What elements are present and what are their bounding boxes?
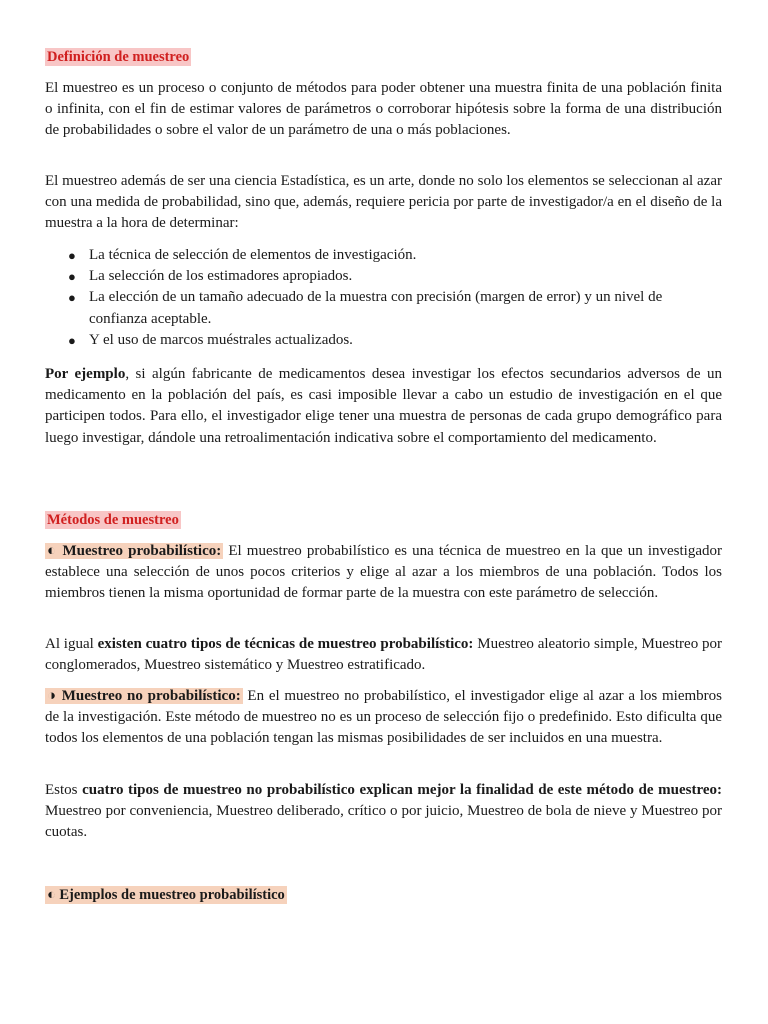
paragraph-no-probabilistico: ◑ Muestreo no probabilístico: En el muestreo no probabilístico, el investigador elige al azar a los miembros de la investigación. Este método de muestreo no es un proceso de selección fijo o predefinido. Esto dificulta que todos los elementos de una población tengan las mismas posibilidades de ser incluidos en una muestra. [45, 688, 722, 747]
list-item: ● La selección de los estimadores apropiados. [89, 266, 722, 287]
paragraph-tipos-probabilistico: Al igual existen cuatro tipos de técnicas de muestreo probabilístico: Muestreo aleatorio simple, Muestreo por conglomerados, Muestreo sistemático y Muestreo estratificado. [45, 636, 723, 674]
paragraph-definicion: El muestreo es un proceso o conjunto de métodos para poder obtener una muestra finita de una población finita o infinita, con el fin de estimar valores de parámetros o corroborar hipótesis sobre la forma de una distribución de probabilidades o sobre el valor de un parámetro de una o más poblaciones. [45, 80, 722, 139]
paragraph-probabilistico: ◐ Muestreo probabilístico: El muestreo probabilístico es una técnica de muestreo en la que un investigador establece una selección de unos pocos criterios y elige al azar a los miembros de una población. Todos los miembros tienen la misma oportunidad de formar parte de la muestra con este parámetro de selección. [45, 543, 722, 602]
bullet-icon: ● [68, 290, 76, 306]
bullet-icon: ● [68, 248, 76, 263]
section-title-ejemplos: ◐ Ejemplos de muestreo probabilístico [47, 887, 285, 903]
list-item: ● La técnica de selección de elementos de investigación. [89, 245, 722, 266]
paragraph-ejemplo: Por ejemplo, si algún fabricante de medicamentos desea investigar los efectos secundarios adversos de un medicamento en la población del país, es casi imposible llevar a cabo un estudio de investigación en el que participen todos. Para ello, el investigador elige tener una muestra de personas de cada grupo demográfico para luego investigar, dándole una retroalimentación indicativa sobre el comportamiento del medicamento. [45, 366, 722, 446]
label-no-probabilistico: ◑ Muestreo no probabilístico: [47, 688, 241, 704]
ejemplo-lead: Por ejemplo [45, 366, 126, 382]
section-title-metodos: Métodos de muestreo [47, 512, 179, 528]
list-item: ● Y el uso de marcos muéstrales actualizados. [89, 330, 722, 351]
bullet-icon: ● [68, 332, 76, 348]
label-probabilistico: ◐ Muestreo probabilístico: [47, 543, 222, 559]
list-item: ● La elección de un tamaño adecuado de la muestra con precisión (margen de error) y un nivel de confianza aceptable. [68, 289, 663, 327]
paragraph-tipos-no-probabilistico: Estos cuatro tipos de muestreo no probabilístico explican mejor la finalidad de este método de muestreo: Muestreo por conveniencia, Muestreo deliberado, crítico o por juicio, Muestreo de bola de nieve y Muestreo por cuotas. [45, 782, 722, 841]
bullet-icon: ● [68, 269, 76, 285]
section-title-definicion: Definición de muestreo [47, 49, 190, 65]
bullet-list [45, 245, 722, 351]
paragraph-arte: El muestreo además de ser una ciencia Estadística, es un arte, donde no solo los elementos se seleccionan al azar con una medida de probabilidad, sino que, además, requiere pericia por parte de investigador/a en el diseño de la muestra a la hora de determinar: [45, 173, 722, 232]
